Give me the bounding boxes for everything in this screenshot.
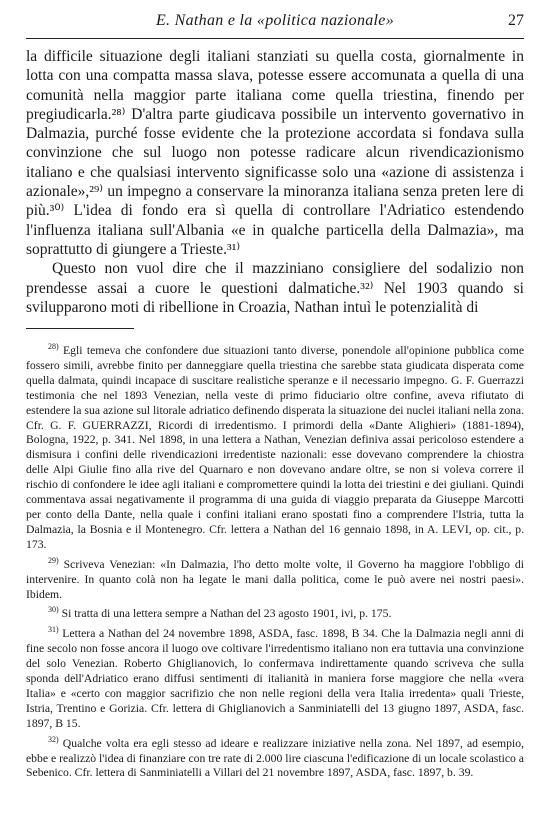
footnote bbox=[26, 607, 524, 622]
footnote bbox=[26, 344, 524, 553]
footnote-number: 29) bbox=[48, 555, 59, 565]
footnote-rule bbox=[26, 328, 134, 329]
running-title: E. Nathan e la «politica nazionale» bbox=[155, 12, 395, 29]
footnote-text: Lettera a Nathan del 24 novembre 1898, ASDA, fasc. 1898, B 34. Che la Dalmazia negli anni di fine secolo non fosse ancora il luogo ove coltivare l'irredentismo italiano non era tuttavia una convinzione del solo Venezian. Roberto Ghiglianovich, lo confermava indirettamente quando scriveva che sulla sponda dell'Adriatico erano diffusi sentimenti di italianità in maniera forse maggiore che nella «vera Italia» e «certo con maggior sacrifizio che non nelle regioni della vera Italia irredenta» quali Trieste, Istria, Trentino e Gorizia. Cfr. lettera di Ghiglianovich a Sanminiatelli del 13 giugno 1897, ASDA, fasc. 1897, B 15. bbox=[26, 627, 524, 730]
footnote bbox=[26, 627, 524, 731]
footnote-text: Si tratta di una lettera sempre a Nathan del 23 agosto 1901, ivi, p. 175. bbox=[61, 607, 392, 621]
running-header bbox=[26, 6, 524, 36]
footnote-text: Egli temeva che confondere due situazioni tanto diverse, ponendole all'opinione pubblica come fossero simili, avrebbe finito per danneggiare quella triestina che sarebbe stata giudicata disperata come quella dalmata, quindi incapace di suscitare realistiche speranze e il necessario impegno. G. F. Guerrazzi testimonia che nel 1893 Venezian, nella veste di primo fiduciario oltre confine, aveva rifiutato di estendere la sua azione sul litorale adriatico definendo disperata la situazione dei nuclei italiani nella zona. Cfr. G. F. GUERRAZZI, Ricordi di irredentismo. I primordi della «Dante Alighieri» (1881-1894), Bologna, 1922, p. 341. Nel 1898, in una lettera a Nathan, Venezian definiva assai pericoloso estendere a dismisura i confini delle rivendicazioni irredentiste nazionali: esse dovevano comprendere la chiostra delle Alpi Giulie fino alla rive del Quarnaro e non dovevano andare oltre, se non si voleva correre il rischio di confondere le idee agli italiani e compromettere quindi la lotta dei triestini e dei giuliani. Quindi commentava assai negativamente il programma di una guida di viaggio preparata da Giuseppe Marcotti per conto della Dante, nella quale i confini italiani erano spostati fino a comprendere l'Istria, tutta la Dalmazia, la Bosnia e il Montenegro. Cfr. lettera a Nathan del 16 gennaio 1898, in A. LEVI, op. cit., p. 173. bbox=[26, 344, 525, 551]
footnote-number: 32) bbox=[48, 734, 59, 744]
footnotes bbox=[26, 344, 524, 786]
footnote-text: Scriveva Venezian: «In Dalmazia, l'ho detto molte volte, il Governo ha maggiore l'obbligo di intervenire. In quanto colà non ha legate le mani dalla politica, come le può avere nei nostri paesi». Ibidem. bbox=[26, 557, 525, 601]
footnote-number: 31) bbox=[48, 625, 59, 635]
paragraph: Questo non vuol dire che il mazziniano consigliere del sodalizio non prendesse assai a cuore le questioni dalmatiche.³²⁾ Nel 1903 quando si svilupparono moti di ribellione in Croazia, Nathan intuì le potenzialità di bbox=[26, 260, 524, 316]
footnote-text: Qualche volta era egli stesso ad ideare e realizzare iniziative nella zona. Nel 1897, ad esempio, ebbe e realizzò l'idea di finanziare con tre rate di 2.000 lire ciascuna l'edificazione di un locale scolastico a Sebenico. Cfr. lettera di Sanminiatelli a Villari del 21 novembre 1897, ASDA, fasc. 1897, b. 39. bbox=[26, 736, 525, 780]
footnote-number: 30) bbox=[48, 605, 59, 615]
page-number: 27 bbox=[508, 12, 524, 29]
footnote-number: 28) bbox=[48, 342, 59, 352]
footnote bbox=[26, 734, 525, 782]
paragraph: la difficile situazione degli italiani stanziati su quella costa, giornalmente in lotta con una compatta massa slava, potesse essere accomunata a quella di una comunità nella maggior parte italiana come quella triestina, finendo per pregiudicarla.²⁸⁾ D'altra parte giudicava possibile un intervento governativo in Dalmazia, purché fosse evidente che la protezione accordata si fondava sulla convinzione che sul luogo non potesse radicare alcun rivendicazionismo italiano e che qualsiasi intervento significasse solo una «azione di assistenza i azionale»,²⁹⁾ un impegno a conservare la minoranza italiana senza preten lere di più.³⁰⁾ L'idea di fondo era sì quella di controllare l'Adriatico estendendo l'influenza italiana sull'Albania «e in qualche particella della Dalmazia», ma soprattutto di giungere a Trieste.³¹⁾ bbox=[26, 48, 524, 258]
body-text bbox=[26, 47, 524, 317]
footnote bbox=[26, 555, 525, 603]
header-rule bbox=[26, 38, 524, 39]
